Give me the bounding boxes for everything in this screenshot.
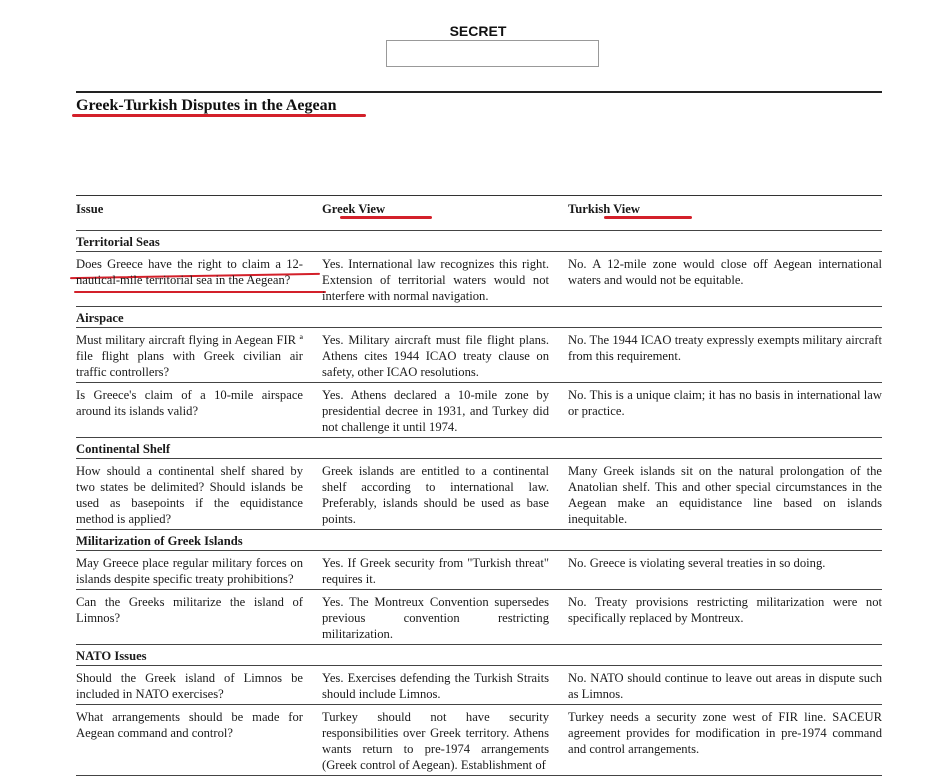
- greek-view-cell: Yes. Athens declared a 10-mile zone by presidential decree in 1931, and Turkey did not challenge it until 1974.: [322, 388, 549, 434]
- table-row: [76, 705, 882, 776]
- column-header-issue: Issue: [76, 202, 104, 216]
- column-header-turkish-view: Turkish View: [568, 202, 640, 216]
- classification-marking: SECRET: [449, 23, 507, 39]
- table-row: [76, 666, 882, 705]
- issue-cell: Is Greece's claim of a 10-mile airspace around its islands valid?: [76, 388, 303, 418]
- greek-view-cell: Yes. International law recognizes this right. Extension of territorial waters would not interfere with normal navigation.: [322, 257, 549, 303]
- issue-cell: Does Greece have the right to claim a 12-nautical-mile territorial sea in the Aegean?: [76, 257, 303, 287]
- turkish-view-cell: No. This is a unique claim; it has no basis in international law or practice.: [568, 388, 882, 418]
- section-heading-row: [76, 530, 882, 551]
- section-heading: Territorial Seas: [76, 235, 160, 249]
- table-row: [76, 383, 882, 438]
- greek-view-cell: Turkey should not have security responsibilities over Greek territory. Athens wants return to pre-1974 arrangements (Greek control of Aegean). Establishment of: [322, 710, 549, 772]
- greek-view-cell: Yes. Military aircraft must file flight plans. Athens cites 1944 ICAO treaty clause on safety, other ICAO resolutions.: [322, 333, 549, 379]
- issue-cell: Must military aircraft flying in Aegean FIR ª file flight plans with Greek civilian air traffic controllers?: [76, 333, 303, 379]
- greek-view-cell: Yes. If Greek security from "Turkish threat" requires it.: [322, 556, 549, 586]
- issue-cell: How should a continental shelf shared by two states be delimited? Should islands be used as basepoints if the equidistance method is applied?: [76, 464, 303, 526]
- section-heading: Militarization of Greek Islands: [76, 534, 243, 548]
- page-title: Greek-Turkish Disputes in the Aegean: [76, 97, 337, 114]
- title-red-underline: [72, 114, 366, 117]
- turkish-view-cell: No. The 1944 ICAO treaty expressly exempts military aircraft from this requirement.: [568, 333, 882, 363]
- issue-cell: What arrangements should be made for Aegean command and control?: [76, 710, 303, 740]
- table-row: [76, 328, 882, 383]
- turkish-view-cell: No. Treaty provisions restricting militarization were not specifically replaced by Montreux.: [568, 595, 882, 625]
- table-row: [76, 252, 882, 307]
- table-header-row: [76, 196, 882, 231]
- disputes-table: [76, 195, 882, 776]
- issue-cell: Should the Greek island of Limnos be included in NATO exercises?: [76, 671, 303, 701]
- column-header-greek-view: Greek View: [322, 202, 386, 216]
- turkish-view-cell: No. NATO should continue to leave out areas in dispute such as Limnos.: [568, 671, 882, 701]
- table-row: [76, 459, 882, 530]
- section-heading: Airspace: [76, 311, 124, 325]
- section-heading-row: [76, 231, 882, 252]
- table-row: [76, 551, 882, 590]
- turkish-view-cell: No. Greece is violating several treaties in so doing.: [568, 556, 826, 570]
- top-rule: [76, 91, 882, 93]
- turkish-view-cell: Turkey needs a security zone west of FIR line. SACEUR agreement provides for modification in pre-1974 command and control arrangements.: [568, 710, 882, 756]
- turkish-view-cell: No. A 12-mile zone would close off Aegean international waters and would not be equitable.: [568, 257, 882, 287]
- issue-cell: May Greece place regular military forces on islands despite specific treaty prohibitions?: [76, 556, 303, 586]
- classification-box: [386, 40, 599, 67]
- greek-view-cell: Yes. Exercises defending the Turkish Straits should include Limnos.: [322, 671, 549, 701]
- turkish-view-cell: Many Greek islands sit on the natural prolongation of the Anatolian shelf. This and other special circumstances in the Aegean make an equidistance line based on islands inequitable.: [568, 464, 882, 526]
- section-heading-row: [76, 438, 882, 459]
- section-heading-row: [76, 307, 882, 328]
- greek-view-cell: Greek islands are entitled to a continental shelf according to international law. Preferably, islands should be used as base points.: [322, 464, 549, 526]
- greek-view-cell: Yes. The Montreux Convention supersedes previous convention restricting militarization.: [322, 595, 549, 641]
- section-heading-row: [76, 645, 882, 666]
- issue-cell: Can the Greeks militarize the island of Limnos?: [76, 595, 303, 625]
- table-row: [76, 590, 882, 645]
- section-heading: Continental Shelf: [76, 442, 171, 456]
- section-heading: NATO Issues: [76, 649, 147, 663]
